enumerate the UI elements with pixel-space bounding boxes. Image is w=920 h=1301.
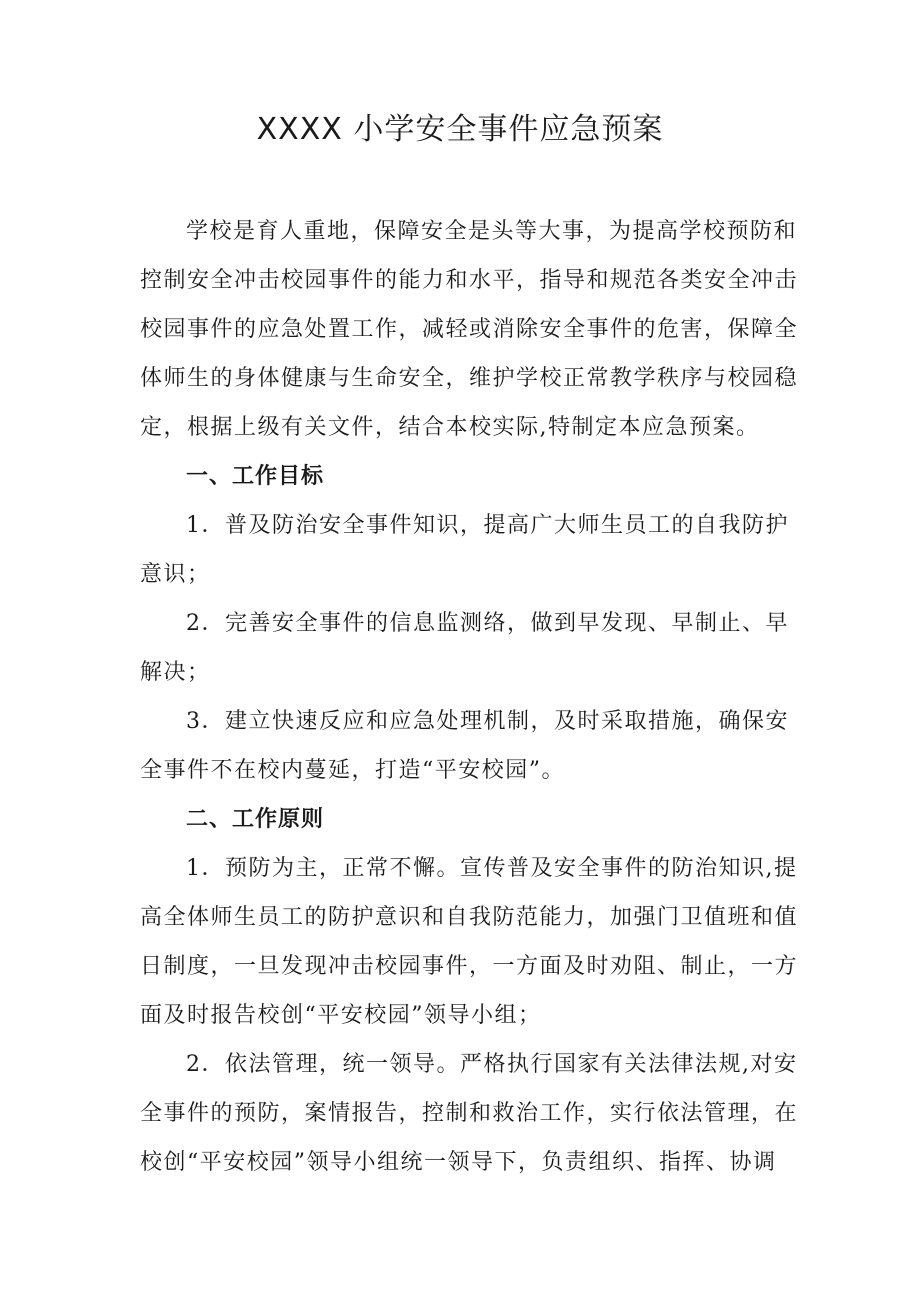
- document-body: [140, 207, 799, 1187]
- paragraph-line: 控制安全冲击校园事件的能力和水平，指导和规范各类安全冲击: [140, 268, 799, 293]
- list-item-line: 日制度，一旦发现冲击校园事件，一方面及时劝阻、制止，一方: [140, 954, 799, 979]
- paragraph-line: 学校是育人重地，保障安全是头等大事，为提高学校预防和: [186, 219, 798, 244]
- section-heading: 一、工作目标: [186, 464, 325, 489]
- list-item-line: 1．普及防治安全事件知识，提高广大师生员工的自我防护: [186, 513, 789, 538]
- list-item-line: 全事件的预防，案情报告，控制和救治工作，实行依法管理，在: [140, 1101, 799, 1126]
- list-item-line: 1．预防为主，正常不懈。宣传普及安全事件的防治知识,提: [186, 856, 798, 881]
- list-item-line: 2．完善安全事件的信息监测络，做到早发现、早制止、早: [186, 611, 789, 636]
- list-item-line: 全事件不在校内蔓延，打造“平安校园”。: [140, 758, 565, 783]
- list-item-line: 意识；: [140, 562, 211, 587]
- list-item-line: 3．建立快速反应和应急处理机制，及时采取措施，确保安: [186, 709, 789, 734]
- list-item-line: 解决；: [140, 660, 211, 685]
- list-item-line: 校创“平安校园”领导小组统一领导下，负责组织、指挥、协调: [140, 1150, 777, 1175]
- section-heading: 二、工作原则: [186, 807, 325, 832]
- list-item-line: 面及时报告校创“平安校园”领导小组；: [140, 1003, 542, 1028]
- document-title: XXXX 小学安全事件应急预案: [256, 112, 664, 147]
- paragraph-line: 定，根据上级有关文件，结合本校实际,特制定本应急预案。: [140, 415, 760, 440]
- list-item-line: 高全体师生员工的防护意识和自我防范能力，加强门卫值班和值: [140, 905, 799, 930]
- paragraph-line: 体师生的身体健康与生命安全，维护学校正常教学秩序与校园稳: [140, 366, 799, 391]
- paragraph-line: 校园事件的应急处置工作，减轻或消除安全事件的危害，保障全: [140, 317, 799, 342]
- list-item-line: 2．依法管理，统一领导。严格执行国家有关法律法规,对安: [186, 1052, 798, 1077]
